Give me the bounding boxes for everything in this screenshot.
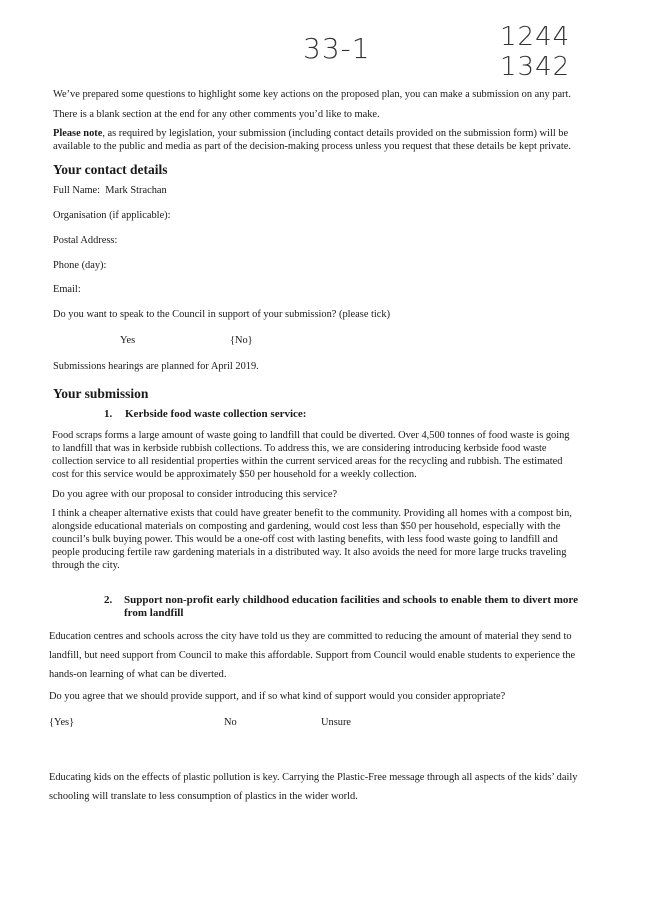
q2-title-line-1: Support non-profit early childhood education facilities and schools to enable them to divert more (124, 594, 578, 606)
q2-answer-line: Educating kids on the effects of plastic pollution is key. Carrying the Plastic-Free message through all aspects of the kids’ daily (49, 772, 578, 783)
q2-option-unsure: Unsure (321, 717, 352, 728)
submission-heading: Your submission (53, 386, 149, 401)
q1-question: Do you agree with our proposal to consider introducing this service? (52, 489, 338, 500)
q1-title: Kerbside food waste collection service: (125, 408, 307, 420)
full-name-row (53, 184, 167, 197)
q1-answer (52, 507, 572, 572)
speak-option-no: {No} (230, 335, 253, 346)
postal-address-label: Postal Address: (53, 235, 118, 246)
q1-answer-line: alongside educational materials on composting and gardening, would cost less than $50 per household, especially with the (52, 521, 561, 532)
q1-body-line: Food scraps forms a large amount of waste going to landfill that could be diverted. Over 4,500 tonnes of food waste is going (52, 430, 570, 441)
email-label: Email: (53, 284, 81, 295)
q2-answer-line: schooling will translate to less consumption of plastics in the wider world. (49, 791, 358, 802)
q1-answer-line: I think a cheaper alternative exists that could have greater benefit to the community. Providing all homes with a compost bin, (52, 508, 572, 519)
q2-option-yes: {Yes} (49, 717, 75, 728)
q1-answer-line: through the city. (52, 560, 120, 571)
hearings-note: Submissions hearings are planned for April 2019. (53, 361, 259, 372)
organisation-label: Organisation (if applicable): (53, 210, 171, 221)
note-text: , as required by legislation, your submission (including contact details provided on the submission form) will be (102, 128, 569, 139)
intro-line-1: We’ve prepared some questions to highlight some key actions on the proposed plan, you can make a submission on any part. (53, 89, 572, 100)
handwritten-reference-left: 33-1 (303, 32, 371, 65)
intro-line-2: There is a blank section at the end for any other comments you’d like to make. (53, 109, 380, 120)
q1-body-line: cost for this service would be approximately $50 per household for a weekly collection. (52, 469, 417, 480)
intro-note-line-2: available to the public and media as part of the decision-making process unless you request that these details be kept private. (53, 141, 571, 152)
handwritten-reference-right: 1244 1342 (500, 22, 571, 82)
q2-body-line: landfill, but need support from Council to make this affordable. Support from Council would enable students to experience the (49, 650, 576, 661)
q1-answer-line: council’s bulk buying power. This would be a one-off cost with lasting benefits, with less food waste going to landfill and (52, 534, 558, 545)
q2-title-line-2: from landfill (124, 607, 184, 619)
phone-label: Phone (day): (53, 260, 107, 271)
q2-option-no: No (224, 717, 237, 728)
note-bold: Please note (53, 128, 103, 139)
q2-answer (49, 768, 577, 806)
q1-body-line: to landfill that was in kerbside rubbish collections. To address this, we are considering introducing kerbside food waste (52, 443, 547, 454)
q2-body-line: hands-on learning of what can be diverted. (49, 669, 227, 680)
intro-note-line-1 (53, 127, 568, 140)
q1-answer-line: people producing fertile raw gardening materials in a distributed way. It also avoids the need for more large trucks traveling (52, 547, 567, 558)
q2-body (49, 627, 575, 684)
q2-body-line: Education centres and schools across the city have told us they are committed to reducing the amount of material they send to (49, 631, 572, 642)
full-name-label: Full Name: (53, 185, 101, 196)
q2-question: Do you agree that we should provide support, and if so what kind of support would you consider appropriate? (49, 691, 506, 702)
full-name-value: Mark Strachan (105, 185, 167, 196)
q1-number: 1. (104, 408, 113, 420)
speak-question: Do you want to speak to the Council in support of your submission? (please tick) (53, 309, 391, 320)
q1-body (52, 429, 570, 481)
contact-heading: Your contact details (53, 162, 168, 177)
q2-number: 2. (104, 594, 113, 606)
q1-body-line: collection service to all residential properties within the current serviced areas for the recycling and rubbish. The estimated (52, 456, 563, 467)
speak-option-yes: Yes (120, 335, 136, 346)
